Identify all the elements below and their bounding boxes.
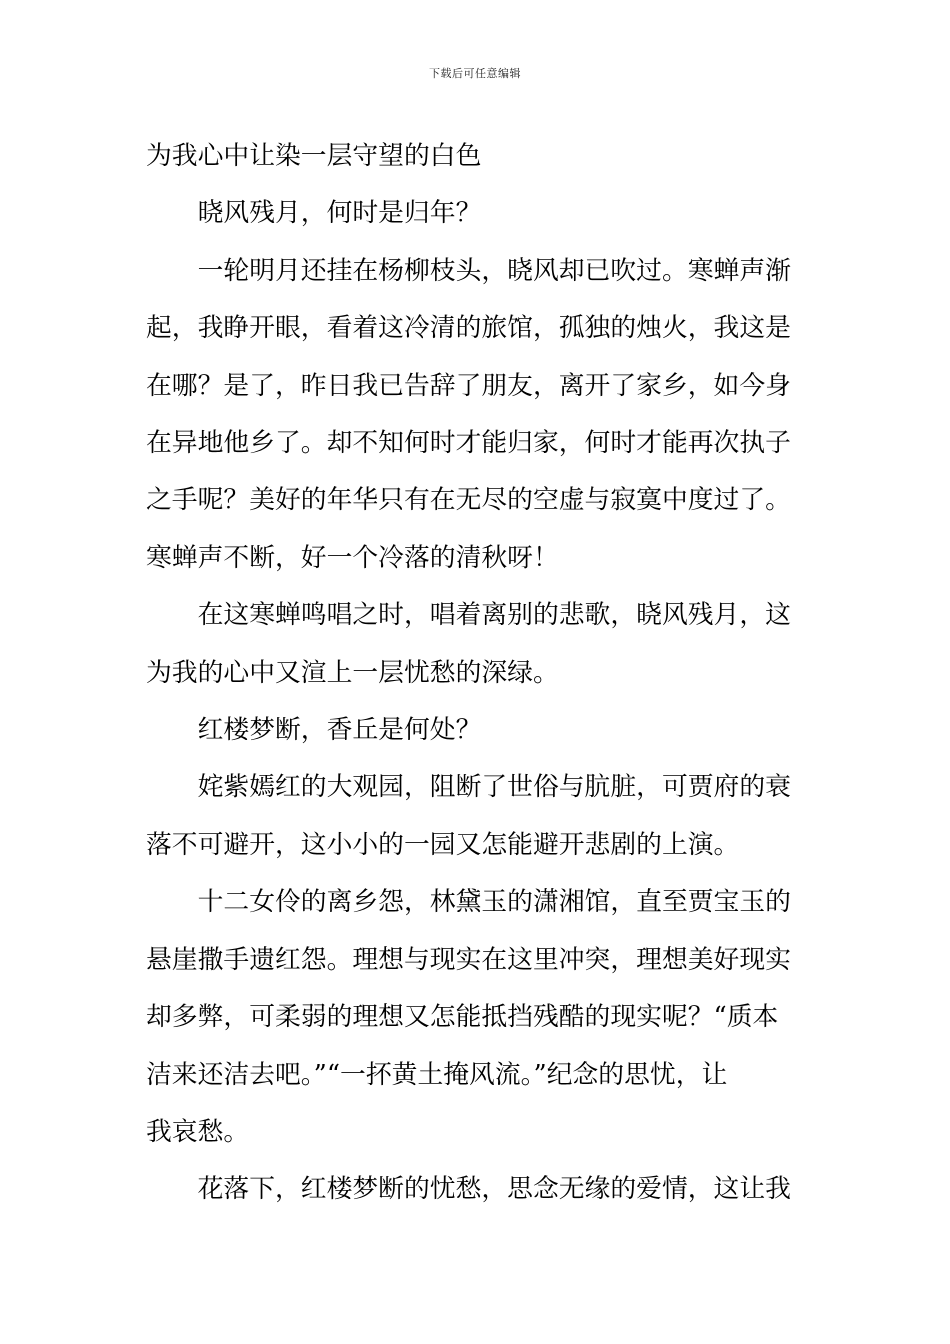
text-line: 在这寒蝉鸣唱之时，唱着离别的悲歌，晓风残月，这: [197, 600, 791, 631]
text-line: 十二女伶的离乡怨，林黛玉的潇湘馆，直至贾宝玉的: [197, 887, 791, 918]
text-line: 在哪？是了，昨日我已告辞了朋友，离开了家乡，如今身: [146, 370, 791, 401]
text-line: 晓风残月，何时是归年？: [197, 198, 482, 229]
text-line: 之手呢？美好的年华只有在无尽的空虚与寂寞中度过了。: [146, 485, 791, 516]
text-line: 起，我睁开眼，看着这冷清的旅馆，孤独的烛火，我这是: [146, 313, 791, 344]
paragraph-continuation: [146, 932, 808, 1162]
paragraph: [146, 1161, 808, 1218]
paragraph: [146, 587, 808, 644]
paragraph-continuation: [146, 817, 808, 874]
paragraph-continuation: [146, 645, 808, 702]
text-line: 为我的心中又渲上一层忧愁的深绿。: [146, 657, 559, 688]
text-line: 洁来还洁去吧。”“一抔黄土掩风流。”纪念的思忧，让: [146, 1059, 728, 1090]
text-line: 我哀愁。: [146, 1116, 250, 1147]
text-line: 悬崖撒手遗红怨。理想与现实在这里冲突，理想美好现实: [146, 944, 791, 975]
paragraph: [146, 702, 808, 759]
text-line: 却多弊，可柔弱的理想又怎能抵挡残酷的现实呢？“质本: [146, 1002, 779, 1033]
text-line: 花落下，红楼梦断的忧愁，思念无缘的爱情，这让我: [197, 1174, 791, 1205]
text-line: 在异地他乡了。却不知何时才能归家，何时才能再次执子: [146, 428, 791, 459]
document-body: [146, 128, 808, 1219]
paragraph: [146, 243, 808, 300]
page-header: 下载后可任意编辑: [429, 67, 521, 80]
text-line: 为我心中让染一层守望的白色: [146, 141, 482, 171]
paragraph: [146, 185, 808, 242]
text-line: 一轮明月还挂在杨柳枝头，晓风却已吹过。寒蝉声渐: [197, 255, 791, 286]
paragraph: [146, 128, 808, 185]
text-line: 姹紫嫣红的大观园，阻断了世俗与肮脏，可贾府的衰: [197, 772, 791, 803]
paragraph-continuation: [146, 300, 808, 587]
text-line: 寒蝉声不断，好一个冷落的清秋呀！: [146, 542, 559, 573]
paragraph: [146, 759, 808, 816]
paragraph: [146, 874, 808, 931]
text-line: 落不可避开，这小小的一园又怎能避开悲剧的上演。: [146, 829, 740, 860]
text-line: 红楼梦断，香丘是何处？: [197, 715, 482, 746]
